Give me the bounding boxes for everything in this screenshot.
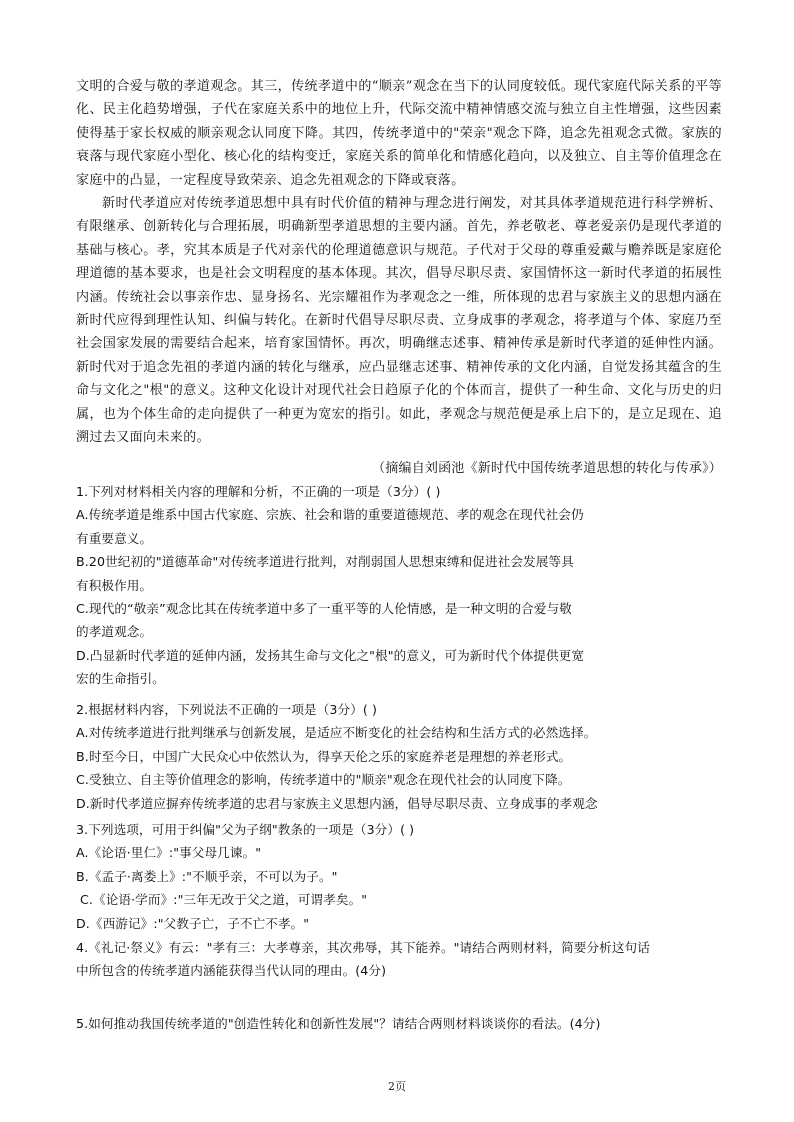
question-5-stem: 5.如何推动我国传统孝道的"创造性转化和创新性发展"？请结合两则材料谈谈你的看法。(4分) xyxy=(76,1016,601,1031)
question-2-option-d: D.新时代孝道应摒弃传统孝道的忠君与家族主义思想内涵，倡导尽职尽责、立身成事的孝观念 xyxy=(76,795,598,811)
question-1 xyxy=(76,480,726,691)
question-2 xyxy=(76,698,726,815)
question-3-option-c: C.《论语·学而》:"三年无改于父之道，可谓孝矣。" xyxy=(80,892,368,908)
question-1-option-c: C.现代的“敬亲”观念比其在传统孝道中多了一重平等的人伦情感，是一种文明的合爱与敬 xyxy=(76,601,572,617)
question-2-stem: 2.根据材料内容，下列说法不正确的一项是（3分）( ) xyxy=(76,702,378,717)
question-2-option-b: B.时至今日，中国广大民众心中依然认为，得享天伦之乐的家庭养老是理想的养老形式。 xyxy=(76,748,572,764)
question-2-option-a: A.对传统孝道进行批判继承与创新发展，是适应不断变化的社会结构和生活方式的必然选择。 xyxy=(76,725,597,741)
question-4 xyxy=(76,936,726,983)
page-number: 2页 xyxy=(388,1080,406,1093)
question-3-option-a: A.《论语·里仁》:"事父母几谏。" xyxy=(76,845,262,861)
passage-paragraph-2: 新时代孝道应对传统孝道思想中具有时代价值的精神与理念进行阐发，对其具体孝道规范进行科学辨析、有限继承、创新转化与合理拓展，明确新型孝道思想的主要内涵。首先，养老敬老、尊老爱亲仍是现代孝道的基础与核心。孝，究其本质是子代对亲代的伦理道德意识与规范。子代对于父母的尊重爱戴与赡养既是家庭伦理道德的基本要求，也是社会文明程度的基本体现。其次，倡导尽职尽责、家国情怀这一新时代孝道的拓展性内涵。传统社会以事亲作忠、显身扬名、光宗耀祖作为孝观念之一维，所体现的忠君与家族主义的思想内涵在新时代应得到理性认知、纠偏与转化。在新时代倡导尽职尽责、立身成事的孝观念，将孝道与个体、家庭乃至社会国家发展的需要结合起来，培育家国情怀。再次，明确继志述事、精神传承是新时代孝道的延伸性内涵。新时代对于追念先祖的孝道内涵的转化与继承，应凸显继志述事、精神传承的文化内涵，自觉发扬其蕴含的生命与文化之"根"的意义。这种文化设计对现代社会日趋原子化的个体而言，提供了一种生命、文化与历史的归属，也为个体生命的走向提供了一种更为宽宏的指引。如此，孝观念与规范便是承上启下的，是立足现在、追溯过去又面向未来的。 xyxy=(76,196,722,446)
question-1-option-a-cont: 有重要意义。 xyxy=(76,530,153,546)
question-3 xyxy=(76,818,726,935)
question-5 xyxy=(76,1012,726,1035)
question-1-option-d: D.凸显新时代孝道的延伸内涵，发扬其生命与文化之"根"的意义，可为新时代个体提供更宽 xyxy=(76,647,585,663)
question-1-option-a: A.传统孝道是维系中国古代家庭、宗族、社会和谐的重要道德规范、孝的观念在现代社会仍 xyxy=(76,507,584,523)
question-1-option-b: B.20世纪初的"道德革命"对传统孝道进行批判，对削弱国人思想束缚和促进社会发展等具 xyxy=(76,554,574,570)
passage-paragraph-1: 文明的合爱与敬的孝道观念。其三，传统孝道中的“顺亲”观念在当下的认同度较低。现代家庭代际关系的平等化、民主化趋势增强，子代在家庭关系中的地位上升，代际交流中精神情感交流与独立自主性增强，这些因素使得基于家长权威的顺亲观念认同度下降。其四，传统孝道中的"荣亲"观念下降，追念先祖观念式微。家族的衰落与现代家庭小型化、核心化的结构变迁，家庭关系的简单化和情感化趋向，以及独立、自主等价值理念在家庭中的凸显，一定程度导致荣亲、追念先祖观念的下降或衰落。 xyxy=(76,79,722,188)
question-1-option-c-cont: 的孝道观念。 xyxy=(76,624,153,640)
question-1-option-b-cont: 有积极作用。 xyxy=(76,577,153,593)
question-1-stem: 1.下列对材料相关内容的理解和分析，不正确的一项是（3分）( ) xyxy=(76,484,441,499)
passage-body xyxy=(76,75,722,450)
question-3-option-b: B.《孟子·离娄上》:"不顺乎亲，不可以为子。" xyxy=(76,868,338,884)
passage-source: （摘编自刘函池《新时代中国传统孝道思想的转化与传承》） xyxy=(372,461,722,476)
question-2-option-c: C.受独立、自主等价值理念的影响，传统孝道中的"顺亲"观念在现代社会的认同度下降。 xyxy=(76,772,571,788)
question-4-line-2: 中所包含的传统孝道内涵能获得当代认同的理由。(4分) xyxy=(76,963,387,979)
question-3-option-d: D.《西游记》:"父教子亡，子不亡不孝。" xyxy=(76,915,310,931)
question-3-stem: 3.下列选项，可用于纠偏"父为子纲"教条的一项是（3分）( ) xyxy=(76,822,415,837)
question-1-option-d-cont: 宏的生命指引。 xyxy=(76,671,165,687)
question-4-line-1: 4.《礼记·祭义》有云："孝有三：大孝尊亲，其次弗辱，其下能养。"请结合两则材料，简要分析这句话 xyxy=(76,940,650,955)
